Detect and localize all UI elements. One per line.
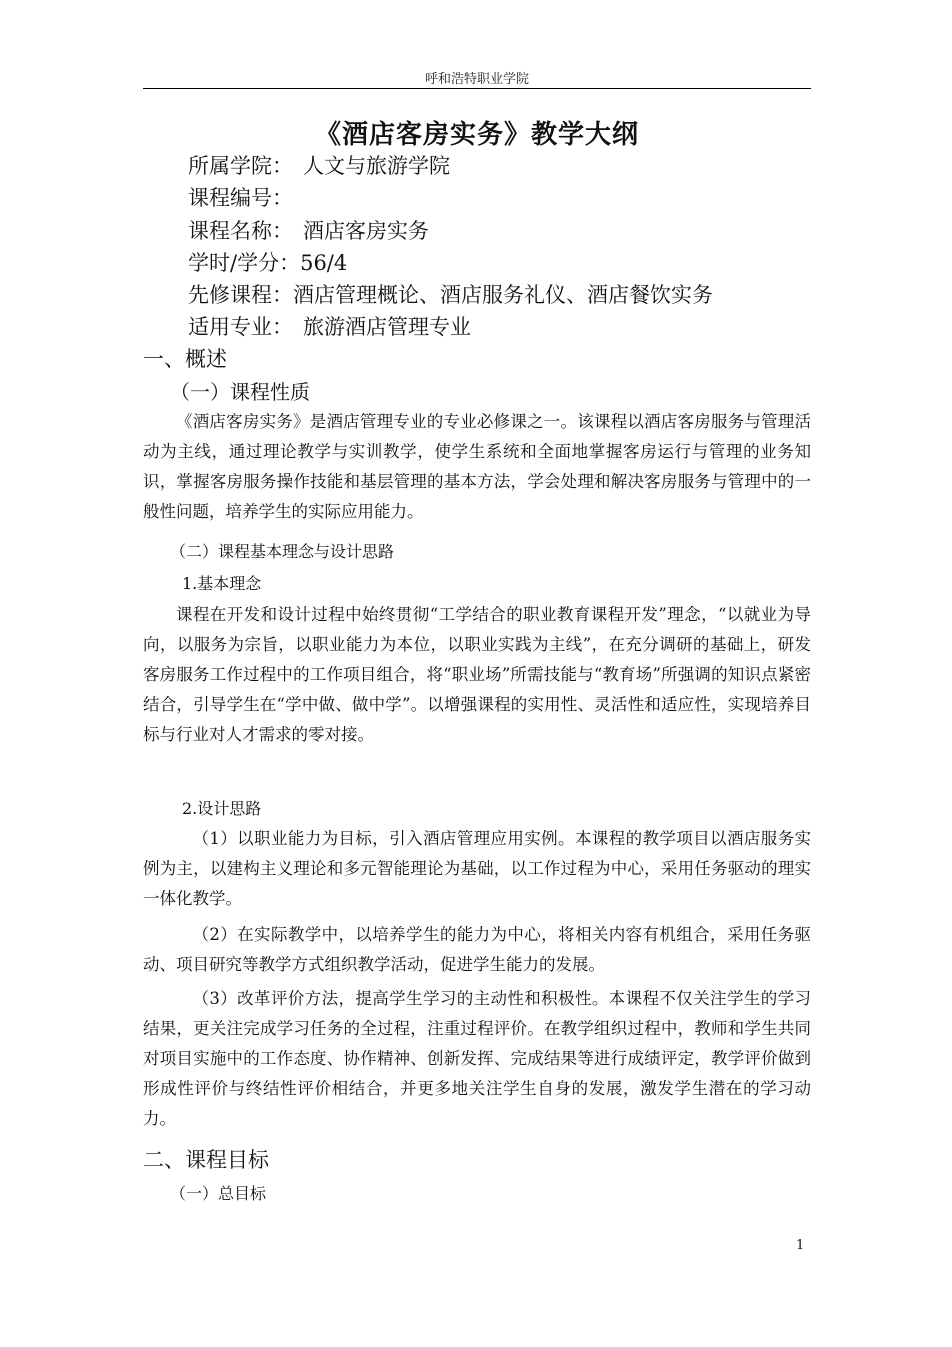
design-point-3: （3）改革评价方法，提高学生学习的主动性和积极性。本课程不仅关注学生的学习结果，更关注完成学习任务的全过程，注重过程评价。在教学组织过程中，教师和学生共同对项目实施中的工作态度、协作精神、创新发挥、完成结果等进行成绩评定，教学评价做到形成性评价与终结性评价相结合，并更多地关注学生自身的发展，激发学生潜在的学习动力。: [143, 989, 811, 1128]
meta-code: [188, 182, 808, 214]
design-heading: 2.设计思路: [182, 799, 262, 818]
concept-paragraph: 课程在开发和设计过程中始终贯彻“工学结合的职业教育课程开发”理念，“以就业为导向，以服务为宗旨，以职业能力为本位，以职业实践为主线”，在充分调研的基础上，研发客房服务工作过程中的工作项目组合，将“职业场”所需技能与“教育场”所强调的知识点紧密结合，引导学生在“学中做、做中学”。以增强课程的实用性、灵活性和适应性，实现培养目标与行业对人才需求的零对接。: [143, 605, 811, 744]
meta-major-value: 旅游酒店管理专业: [303, 315, 471, 340]
section1-sub1-paragraph: 《酒店客房实务》是酒店管理专业的专业必修课之一。该课程以酒店客房服务与管理活动为主线，通过理论教学与实训教学，使学生系统和全面地掌握客房运行与管理的业务知识，掌握客房服务操作技能和基层管理的基本方法，学会处理和解决客房服务与管理中的一般性问题，培养学生的实际应用能力。: [143, 412, 811, 521]
meta-hours-value: 56/4: [300, 250, 348, 275]
meta-name: [188, 215, 808, 247]
meta-hours: [188, 247, 808, 279]
page-number: 1: [796, 1238, 805, 1253]
meta-major: [188, 311, 808, 343]
section1-sub1-heading: （一）课程性质: [170, 380, 310, 404]
meta-prereq: [188, 279, 808, 311]
section2-sub1-heading: （一）总目标: [170, 1184, 267, 1203]
section1-sub2-heading: （二）课程基本理念与设计思路: [170, 542, 395, 561]
course-meta: [188, 150, 808, 344]
meta-college-value: 人文与旅游学院: [303, 154, 450, 178]
meta-college: [188, 150, 808, 182]
header-divider: [143, 88, 811, 89]
design-point-1: （1）以职业能力为目标，引入酒店管理应用实例。本课程的教学项目以酒店服务实例为主，以建构主义理论和多元智能理论为基础，以工作过程为中心，采用任务驱动的理实一体化教学。: [143, 829, 811, 908]
meta-major-label: 适用专业：: [188, 315, 293, 340]
design-point-2: （2）在实际教学中，以培养学生的能力为中心，将相关内容有机组合，采用任务驱动、项目研究等教学方式组织教学活动，促进学生能力的发展。: [143, 925, 811, 974]
section2-heading: 二、课程目标: [143, 1148, 269, 1172]
meta-name-value: 酒店客房实务: [303, 218, 429, 243]
section1-heading: 一、概述: [143, 347, 227, 371]
meta-prereq-value: 酒店管理概论、酒店服务礼仪、酒店餐饮实务: [293, 283, 713, 308]
document-title: 《酒店客房实务》教学大纲: [314, 120, 639, 150]
meta-hours-label: 学时/学分：: [188, 250, 301, 275]
meta-college-label: 所属学院：: [188, 154, 293, 178]
meta-prereq-label: 先修课程：: [188, 283, 293, 308]
meta-name-label: 课程名称：: [188, 218, 293, 243]
meta-code-label: 课程编号：: [188, 186, 293, 211]
page-header: 呼和浩特职业学院: [424, 72, 529, 87]
concept-heading: 1.基本理念: [182, 574, 262, 593]
